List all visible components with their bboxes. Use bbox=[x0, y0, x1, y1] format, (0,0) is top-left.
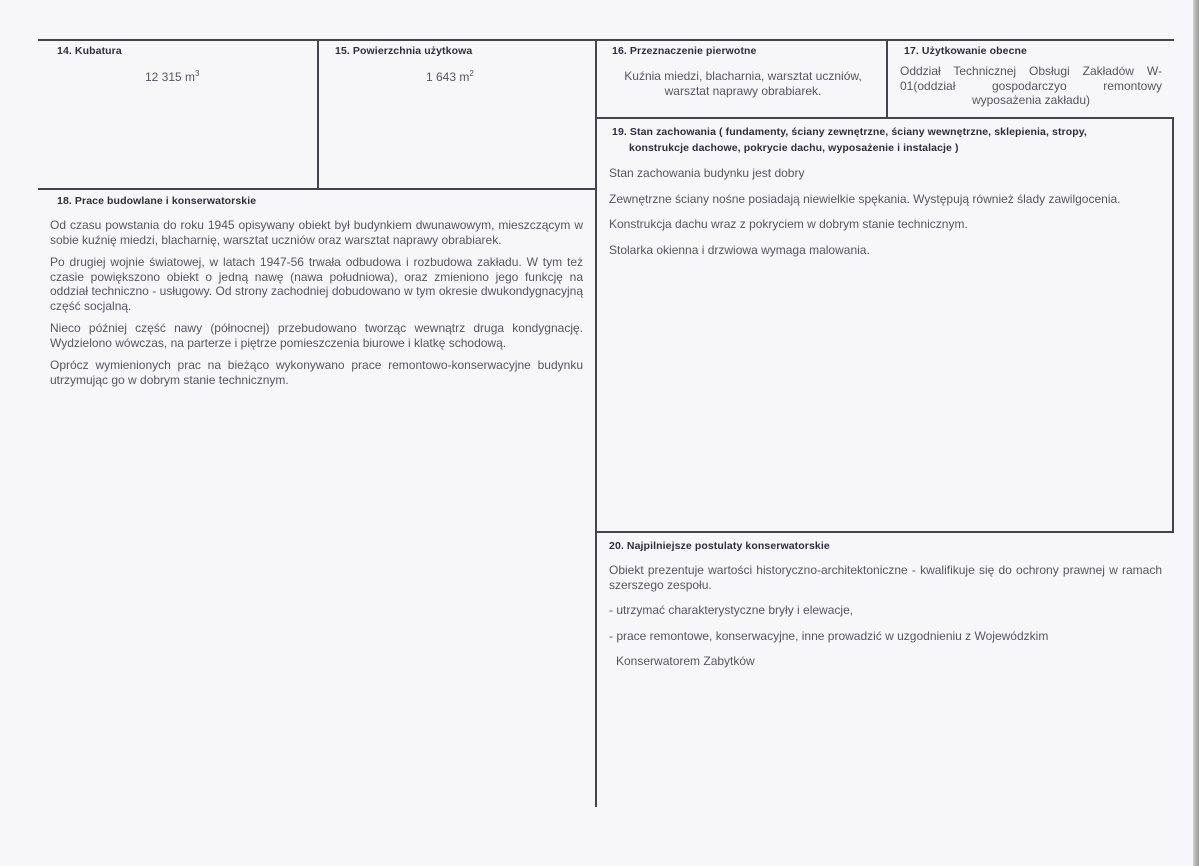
border-below-16-17 bbox=[596, 117, 1174, 119]
divider-14-15 bbox=[317, 39, 319, 188]
powierzchnia-unit-exponent: 2 bbox=[469, 69, 474, 78]
stan-paragraph-2: Zewnętrzne ściany nośne posiadają niewielkie spękania. Występują również ślady zawilgocenia. bbox=[609, 191, 1121, 206]
prace-text bbox=[50, 218, 583, 387]
kubatura-label: 14. Kubatura bbox=[57, 45, 122, 57]
postulaty-paragraph-4: Konserwatorem Zabytków bbox=[616, 654, 755, 668]
stan-label-line2: konstrukcje dachowe, pokrycie dachu, wyposażenie i instalacje ) bbox=[629, 142, 959, 154]
stan-paragraph-4: Stolarka okienna i drzwiowa wymaga malowania. bbox=[609, 242, 870, 257]
postulaty-paragraph-3: - prace remontowe, konserwacyjne, inne prowadzić w uzgodnieniu z Wojewódzkim bbox=[609, 628, 1049, 643]
stan-paragraph-3: Konstrukcja dachu wraz z pokryciem w dobrym stanie technicznym. bbox=[609, 217, 968, 231]
prace-label: 18. Prace budowlane i konserwatorskie bbox=[57, 195, 257, 207]
stan-label-line1: 19. Stan zachowania ( fundamenty, ściany zewnętrzne, ściany wewnętrzne, sklepienia, stropy, bbox=[612, 126, 1087, 138]
powierzchnia-label: 15. Powierzchnia użytkowa bbox=[335, 45, 473, 57]
powierzchnia-number: 1 643 m bbox=[426, 70, 470, 84]
divider-main bbox=[595, 39, 597, 807]
divider-16-17 bbox=[886, 39, 888, 117]
uzytkowanie-text: Oddział Technicznej Obsługi Zakładów W-01(oddział gospodarczyo remontowy wyposażenia zakładu) bbox=[900, 64, 1162, 107]
border-below-14-15 bbox=[38, 188, 596, 190]
stan-paragraph-1: Stan zachowania budynku jest dobry bbox=[609, 166, 805, 180]
przeznaczenie-text: Kuźnia miedzi, blacharnia, warsztat uczniów, warsztat naprawy obrabiarek. bbox=[624, 69, 862, 98]
przeznaczenie-label: 16. Przeznaczenie pierwotne bbox=[612, 45, 757, 57]
postulaty-paragraph-2: - utrzymać charakterystyczne bryły i elewacje, bbox=[609, 603, 854, 617]
postulaty-paragraph-1: Obiekt prezentuje wartości historyczno-architektoniczne - kwalifikuje się do ochrony prawnej w ramach szerszego zespołu. bbox=[609, 563, 1162, 592]
kubatura-unit-exponent: 3 bbox=[195, 69, 200, 78]
scan-edge bbox=[1193, 0, 1199, 866]
kubatura-number: 12 315 m bbox=[145, 70, 196, 84]
right-border-19 bbox=[1172, 117, 1174, 532]
prace-paragraph-1: Od czasu powstania do roku 1945 opisywany obiekt był budynkiem dwunawowym, mieszczącym w sobie kuźnię miedzi, blacharnię, warsztat uczniów oraz warsztat naprawy obrabiarek. bbox=[50, 218, 583, 247]
prace-paragraph-3: Nieco później część nawy (północnej) przebudowano tworząc wewnątrz druga kondygnację. Wydzielono wówczas, na parterze i piętrze pomieszczenia biurowe i klatkę schodową. bbox=[50, 321, 583, 350]
powierzchnia-value bbox=[426, 69, 474, 84]
prace-paragraph-2: Po drugiej wojnie światowej, w latach 1947-56 trwała odbudowa i rozbudowa zakładu. W tym też czasie powiększono obiekt o jedną nawę (nawa południowa), oraz zmieniono jego funkcję na oddział techniczno - usługowy. Od strony zachodniej dobudowano w tym okresie dwukondygnacyjną część socjalną. bbox=[50, 255, 583, 313]
postulaty-text bbox=[609, 563, 1162, 669]
top-border bbox=[38, 39, 1174, 41]
stan-text bbox=[609, 166, 1162, 257]
kubatura-value bbox=[145, 69, 200, 84]
prace-paragraph-4: Oprócz wymienionych prac na bieżąco wykonywano prace remontowo-konserwacyjne budynku utrzymując go w dobrym stanie technicznym. bbox=[50, 358, 583, 387]
border-below-19 bbox=[596, 531, 1174, 533]
uzytkowanie-label: 17. Użytkowanie obecne bbox=[904, 45, 1027, 57]
postulaty-label: 20. Najpilniejsze postulaty konserwatorskie bbox=[609, 540, 830, 552]
